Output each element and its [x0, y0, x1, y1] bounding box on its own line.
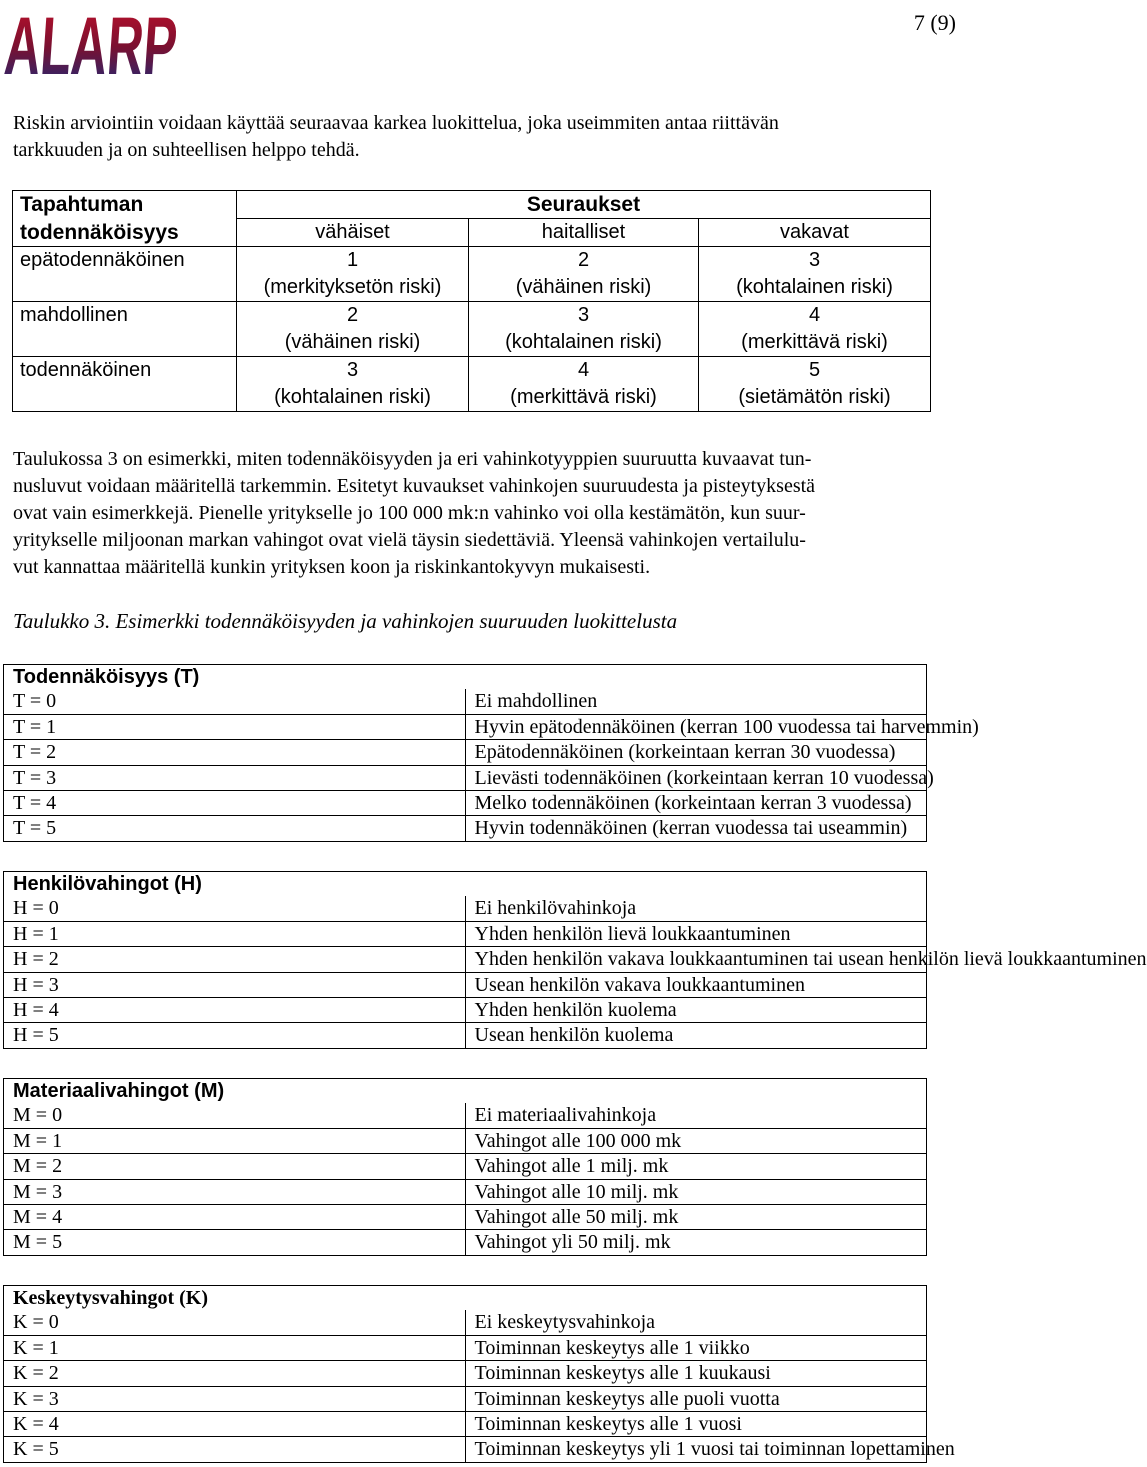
- body-line: Taulukossa 3 on esimerkki, miten todennäköisyyden ja eri vahinkotyyppien suuruutta kuvaavat tun-: [13, 448, 812, 470]
- table-row: [4, 972, 927, 997]
- table-caption: Taulukko 3. Esimerkki todennäköisyyden ja vahinkojen suuruuden luokittelusta: [13, 609, 678, 633]
- body-paragraph: [13, 446, 958, 581]
- row-desc: Toiminnan keskeytys alle 1 vuosi: [465, 1411, 927, 1436]
- row-key: H = 2: [4, 947, 466, 972]
- alarp-logo: [1, 1, 291, 92]
- cell-desc: (kohtalainen riski): [736, 276, 893, 298]
- matrix-subheader-row: [13, 219, 931, 247]
- matrix-corner-line1: Tapahtuman: [13, 191, 237, 219]
- table-row: [4, 1103, 927, 1128]
- matrix-row: [13, 247, 931, 302]
- row-desc: Hyvin epätodennäköinen (kerran 100 vuodessa tai harvemmin): [465, 714, 927, 739]
- table-row: [4, 1411, 927, 1436]
- matrix-cell: [699, 357, 931, 412]
- row-key: K = 3: [4, 1386, 466, 1411]
- row-desc: Lievästi todennäköinen (korkeintaan kerran 10 vuodessa): [465, 765, 927, 790]
- table-row: [4, 740, 927, 765]
- row-desc: Toiminnan keskeytys alle puoli vuotta: [465, 1386, 927, 1411]
- row-key: T = 0: [4, 689, 466, 714]
- cell-value: 2: [346, 304, 359, 326]
- table-row: [4, 816, 927, 841]
- row-desc: Yhden henkilön lievä loukkaantuminen: [465, 921, 927, 946]
- cell-value: 5: [808, 359, 821, 381]
- column-header: vähäiset: [237, 219, 469, 247]
- table-row: [4, 997, 927, 1022]
- matrix-row: [13, 302, 931, 357]
- body-line: yritykselle miljoonan markan vahingot ovat vielä täysin siedettäviä. Yleensä vahinkojen vertailulu-: [13, 529, 806, 551]
- cell-value: 4: [577, 359, 590, 381]
- table-row: [4, 1179, 927, 1204]
- row-key: M = 3: [4, 1179, 466, 1204]
- matrix-cell: [699, 247, 931, 302]
- row-key: T = 3: [4, 765, 466, 790]
- row-label: todennäköinen: [13, 357, 237, 412]
- cell-desc: (sietämätön riski): [738, 386, 891, 408]
- table-title: Henkilövahingot (H): [4, 872, 927, 897]
- matrix-cell: [699, 302, 931, 357]
- cell-desc: (vähäinen riski): [284, 331, 421, 353]
- row-key: T = 2: [4, 740, 466, 765]
- row-key: H = 3: [4, 972, 466, 997]
- table-row: [4, 689, 927, 714]
- cell-value: 2: [577, 249, 590, 271]
- intro-line: Riskin arviointiin voidaan käyttää seuraavaa karkea luokittelua, joka useimmiten antaa riittävän: [13, 112, 779, 134]
- body-line: nusluvut voidaan määritellä tarkemmin. Esitetyt kuvaukset vahinkojen suuruudesta ja pisteytyksestä: [13, 475, 816, 497]
- row-key: H = 0: [4, 896, 466, 921]
- row-key: K = 4: [4, 1411, 466, 1436]
- row-key: M = 2: [4, 1154, 466, 1179]
- row-desc: Usean henkilön kuolema: [465, 1023, 927, 1048]
- row-desc: Epätodennäköinen (korkeintaan kerran 30 vuodessa): [465, 740, 927, 765]
- table-row: [4, 1310, 927, 1335]
- row-label: epätodennäköinen: [13, 247, 237, 302]
- cell-value: 1: [346, 249, 359, 271]
- table-row: [4, 896, 927, 921]
- cell-value: 4: [808, 304, 821, 326]
- row-desc: Vahingot alle 100 000 mk: [465, 1128, 927, 1153]
- matrix-cell: [469, 302, 699, 357]
- row-desc: Ei keskeytysvahinkoja: [465, 1310, 927, 1335]
- table-row: [4, 1204, 927, 1229]
- matrix-cell: [237, 247, 469, 302]
- matrix-corner-line2: todennäköisyys: [13, 219, 237, 247]
- row-key: M = 4: [4, 1204, 466, 1229]
- consequences-title: Seuraukset: [237, 191, 931, 219]
- material-damage-table: [3, 1078, 927, 1256]
- cell-value: 3: [808, 249, 821, 271]
- personal-damage-table: [3, 871, 1147, 1049]
- cell-desc: (merkityksetön riski): [263, 276, 442, 298]
- matrix-row: [13, 357, 931, 412]
- cell-desc: (kohtalainen riski): [274, 386, 431, 408]
- row-key: K = 1: [4, 1335, 466, 1360]
- row-key: K = 0: [4, 1310, 466, 1335]
- row-desc: Vahingot alle 10 milj. mk: [465, 1179, 927, 1204]
- table-row: [4, 921, 927, 946]
- row-desc: Ei mahdollinen: [465, 689, 927, 714]
- matrix-cell: [237, 357, 469, 412]
- row-key: T = 5: [4, 816, 466, 841]
- cell-desc: (kohtalainen riski): [505, 331, 662, 353]
- page-number: 7 (9): [913, 10, 956, 35]
- row-desc: Toiminnan keskeytys yli 1 vuosi tai toiminnan lopettaminen: [465, 1437, 927, 1462]
- row-key: T = 1: [4, 714, 466, 739]
- row-desc: Melko todennäköinen (korkeintaan kerran 3 vuodessa): [465, 790, 927, 815]
- row-key: K = 2: [4, 1361, 466, 1386]
- column-header: vakavat: [699, 219, 931, 247]
- row-desc: Vahingot yli 50 milj. mk: [465, 1230, 927, 1255]
- matrix-cell: [469, 247, 699, 302]
- matrix-cell: [237, 302, 469, 357]
- table-title: Materiaalivahingot (M): [4, 1079, 927, 1104]
- row-key: H = 4: [4, 997, 466, 1022]
- row-key: M = 1: [4, 1128, 466, 1153]
- row-key: T = 4: [4, 790, 466, 815]
- table-row: [4, 1335, 927, 1360]
- row-desc: Ei henkilövahinkoja: [465, 896, 927, 921]
- cell-desc: (vähäinen riski): [515, 276, 652, 298]
- row-key: M = 0: [4, 1103, 466, 1128]
- cell-desc: (merkittävä riski): [741, 331, 888, 353]
- table-row: [4, 1230, 927, 1255]
- table-row: [4, 947, 927, 972]
- body-line: vut kannattaa määritellä kunkin yrityksen koon ja riskinkantokyvyn mukaisesti.: [13, 556, 651, 578]
- logo-text: ALARP: [1, 1, 291, 92]
- row-desc: Vahingot alle 50 milj. mk: [465, 1204, 927, 1229]
- row-desc: Toiminnan keskeytys alle 1 kuukausi: [465, 1361, 927, 1386]
- table-row: [4, 1023, 927, 1048]
- row-key: H = 5: [4, 1023, 466, 1048]
- table-title: Keskeytysvahingot (K): [4, 1286, 927, 1311]
- row-desc: Usean henkilön vakava loukkaantuminen: [465, 972, 927, 997]
- row-key: K = 5: [4, 1437, 466, 1462]
- row-desc: Toiminnan keskeytys alle 1 viikko: [465, 1335, 927, 1360]
- intro-line: tarkkuuden ja on suhteellisen helppo tehdä.: [13, 139, 360, 161]
- body-line: ovat vain esimerkkejä. Pienelle yritykselle jo 100 000 mk:n vahinko voi olla kestämätön, kun suur-: [13, 502, 806, 524]
- table-row: [4, 1361, 927, 1386]
- row-desc: Yhden henkilön kuolema: [465, 997, 927, 1022]
- probability-table: [3, 664, 979, 842]
- row-desc: Hyvin todennäköinen (kerran vuodessa tai useammin): [465, 816, 927, 841]
- cell-value: 3: [346, 359, 359, 381]
- risk-matrix: [12, 190, 931, 412]
- cell-value: 3: [577, 304, 590, 326]
- table-row: [4, 1437, 927, 1462]
- cell-desc: (merkittävä riski): [510, 386, 657, 408]
- intro-paragraph: [13, 110, 933, 164]
- matrix-cell: [469, 357, 699, 412]
- row-desc: Ei materiaalivahinkoja: [465, 1103, 927, 1128]
- interruption-damage-table: [3, 1285, 955, 1463]
- column-header: haitalliset: [469, 219, 699, 247]
- table-row: [4, 790, 927, 815]
- row-desc: Vahingot alle 1 milj. mk: [465, 1154, 927, 1179]
- table-row: [4, 1128, 927, 1153]
- matrix-header-row: [13, 191, 931, 219]
- table-row: [4, 765, 927, 790]
- row-key: H = 1: [4, 921, 466, 946]
- row-desc: Yhden henkilön vakava loukkaantuminen tai usean henkilön lievä loukkaantuminen: [465, 947, 927, 972]
- table-row: [4, 1386, 927, 1411]
- row-key: M = 5: [4, 1230, 466, 1255]
- table-row: [4, 714, 927, 739]
- table-row: [4, 1154, 927, 1179]
- row-label: mahdollinen: [13, 302, 237, 357]
- table-title: Todennäköisyys (T): [4, 665, 927, 690]
